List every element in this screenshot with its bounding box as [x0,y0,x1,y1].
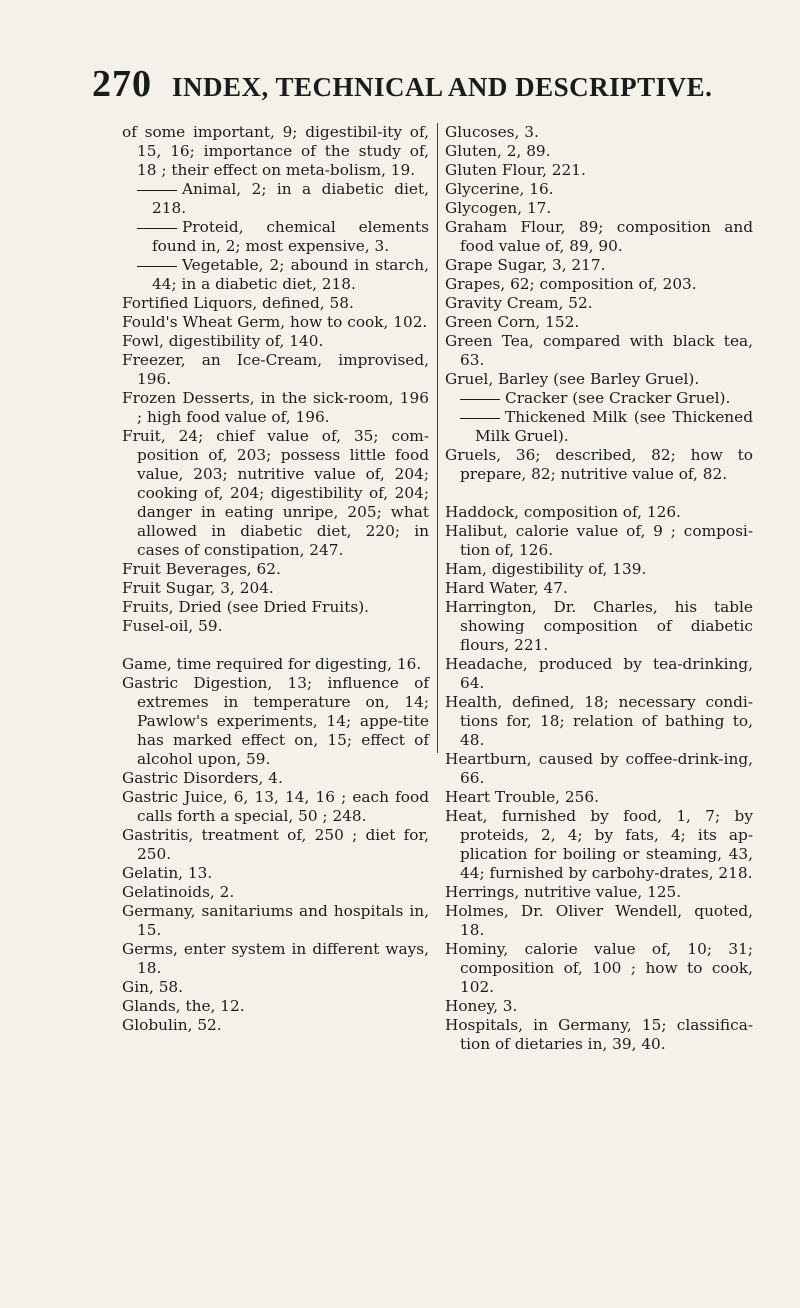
dash-rule [460,399,500,400]
index-entry: Ham, digestibility of, 139. [445,560,647,578]
index-entry: Fortified Liquors, defined, 58. [122,294,354,312]
column-divider [437,123,438,753]
index-entry: Gruels, 36; described, 82; how to prepare, 82; nutritive value of, 82. [445,446,753,483]
dash-rule [137,266,177,267]
index-entry: Hominy, calorie value of, 10; 31; composition of, 100 ; how to cook, 102. [445,940,753,996]
section-gap [122,636,429,655]
index-entry: Gastric Digestion, 13; influence of extremes in temperature on, 14; Pawlow's experiments, 14; appe-tite has marked effect on, 15; effect of alcohol upon, 59. [122,674,429,768]
index-entry: Hard Water, 47. [445,579,568,597]
dash-rule [460,418,500,419]
dash-rule [137,190,177,191]
index-entry: Fruit, 24; chief value of, 35; com-position of, 203; possess little food value, 203; nutritive value of, 204; cooking of, 204; digestibility of, 204; danger in eating unripe, 205; what allowed in diabetic diet, 220; in cases of constipation, 247. [122,427,429,559]
index-entry: Graham Flour, 89; composition and food value of, 89, 90. [445,218,753,255]
section-gap [445,484,753,503]
index-entry: Hospitals, in Germany, 15; classifica-tion of dietaries in, 39, 40. [445,1016,753,1053]
index-entry: Fusel-oil, 59. [122,617,223,635]
index-subentry: Cracker (see Cracker Gruel). [445,389,753,408]
page-header [92,62,732,106]
index-entry: Heartburn, caused by coffee-drink-ing, 66. [445,750,753,787]
index-entry: Fruits, Dried (see Dried Fruits). [122,598,370,616]
index-entry: Fruit Beverages, 62. [122,560,281,578]
index-entry: Gluten Flour, 221. [445,161,586,179]
index-entry: Gin, 58. [122,978,184,996]
index-entry: Globulin, 52. [122,1016,222,1034]
index-entry: Green Corn, 152. [445,313,580,331]
index-entry: Herrings, nutritive value, 125. [445,883,682,901]
index-entry: Halibut, calorie value of, 9 ; composi-tion of, 126. [445,522,753,559]
index-entry: Germs, enter system in different ways, 18. [122,940,429,977]
index-entry: Freezer, an Ice-Cream, improvised, 196. [122,351,429,388]
index-entry: Gruel, Barley (see Barley Gruel). [445,370,700,388]
index-entry: Heart Trouble, 256. [445,788,599,806]
index-entry: Gastritis, treatment of, 250 ; diet for, 250. [122,826,429,863]
index-subentry: Proteid, chemical elements found in, 2; most expensive, 3. [122,218,429,256]
running-head: INDEX, TECHNICAL AND DESCRIPTIVE. [172,72,713,102]
index-entry: Gastric Disorders, 4. [122,769,283,787]
index-entry: Gelatinoids, 2. [122,883,235,901]
index-entry: Glycogen, 17. [445,199,552,217]
index-entry: Holmes, Dr. Oliver Wendell, quoted, 18. [445,902,753,939]
index-entry: Haddock, composition of, 126. [445,503,681,521]
page-number: 270 [92,63,152,105]
index-subentry: Thickened Milk (see Thickened Milk Gruel). [445,408,753,446]
index-entry: Frozen Desserts, in the sick-room, 196 ; high food value of, 196. [122,389,429,426]
index-entry: Game, time required for digesting, 16. [122,655,422,673]
index-entry: Grapes, 62; composition of, 203. [445,275,697,293]
index-entry: Harrington, Dr. Charles, his table showing composition of diabetic flours, 221. [445,598,753,654]
index-entry: Gluten, 2, 89. [445,142,551,160]
right-column [445,123,753,1054]
index-entry: Heat, furnished by food, 1, 7; by proteids, 2, 4; by fats, 4; its ap-plication for boiling or steaming, 43, 44; furnished by carbohy-drates, 218. [445,807,753,882]
index-entry: Fould's Wheat Germ, how to cook, 102. [122,313,428,331]
dash-rule [137,228,177,229]
index-entry: Fowl, digestibility of, 140. [122,332,324,350]
index-subentry: Animal, 2; in a diabetic diet, 218. [122,180,429,218]
index-entry: of some important, 9; digestibil-ity of, 15, 16; importance of the study of, 18 ; their effect on meta-bolism, 19. [122,123,429,179]
index-entry: Fruit Sugar, 3, 204. [122,579,274,597]
index-subentry: Vegetable, 2; abound in starch, 44; in a diabetic diet, 218. [122,256,429,294]
index-entry: Glands, the, 12. [122,997,245,1015]
index-entry: Grape Sugar, 3, 217. [445,256,606,274]
index-entry: Germany, sanitariums and hospitals in, 15. [122,902,429,939]
left-column [122,123,429,1035]
index-entry: Headache, produced by tea-drinking, 64. [445,655,753,692]
index-entry: Glucoses, 3. [445,123,539,141]
index-entry: Health, defined, 18; necessary condi-tions for, 18; relation of bathing to, 48. [445,693,753,749]
index-entry: Glycerine, 16. [445,180,554,198]
index-entry: Gastric Juice, 6, 13, 14, 16 ; each food calls forth a special, 50 ; 248. [122,788,429,825]
index-entry: Gelatin, 13. [122,864,213,882]
index-entry: Gravity Cream, 52. [445,294,593,312]
index-entry: Green Tea, compared with black tea, 63. [445,332,753,369]
index-entry: Honey, 3. [445,997,518,1015]
